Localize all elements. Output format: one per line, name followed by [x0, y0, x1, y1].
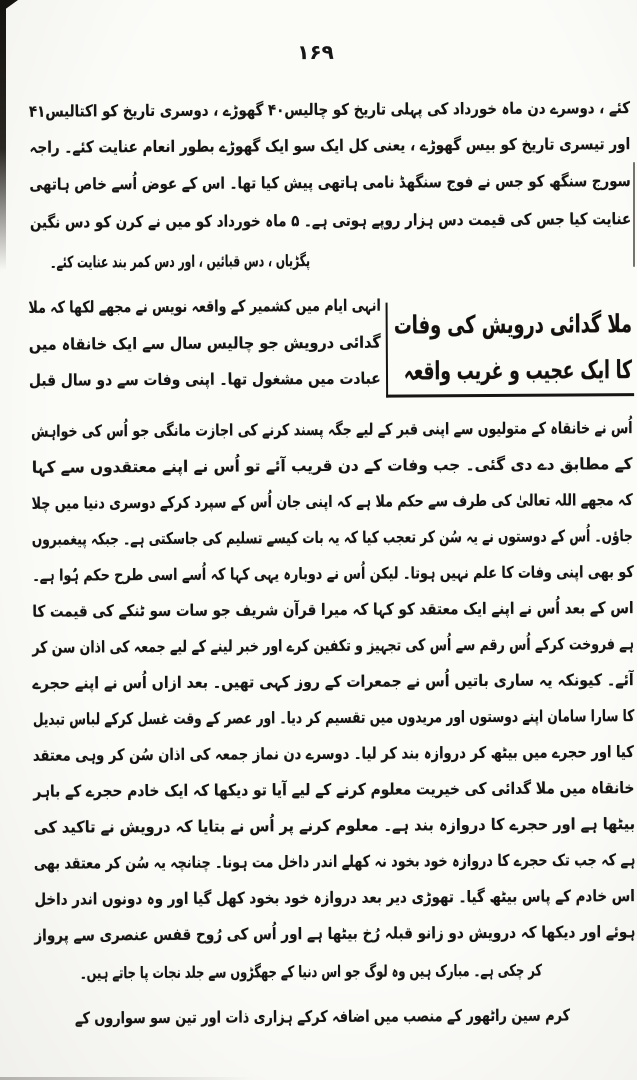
- text-line: گدائی درویش جو چالیس سال سے ایک خانقاہ میں: [28, 332, 381, 354]
- text-line: اس کے بعد اُس نے اپنے ایک معتقد کو کہا کہ میرا قرآن شریف جو سات سو ٹنکے کی قیمت کا: [32, 598, 634, 621]
- text-line: پگڑیاں ، دس قبائیں ، اور دس کمر بند عنایت کئے۔: [50, 251, 311, 272]
- side-heading-line-2: کا ایک عجیب و غریب واقعہ: [403, 355, 633, 386]
- text-line: سورج سنگھ کو جس نے فوج سنگھڈ نامی ہاتھی پیش کیا تھا۔ اس کے عوض اُسے خاص ہاتھی: [29, 171, 631, 194]
- text-line: کہ مجھے اللہ تعالیٰ کی طرف سے حکم ملا ہے کہ اپنی جان اُس کے سپرد کرکے دوسری دنیا میں چلا: [31, 490, 633, 513]
- side-heading-line-1: ملا گدائی درویش کی وفات: [393, 309, 632, 340]
- text-line: بیٹھا ہے اور حجرے کا دروازہ بند ہے۔ معلوم کرنے پر اُس نے بتایا کہ درویش نے تاکید کی: [33, 814, 635, 837]
- text-line: اُس نے خانقاہ کے متولیوں سے اپنی قبر کے لیے جگہ پسند کرنے کی اجازت مانگی جو اُس کی خواہش: [30, 418, 633, 441]
- text-line: اس خادم کے پاس بیٹھ گیا۔ تھوڑی دیر بعد دروازہ خود بخود کھل گیا اور وہ دونوں اندر داخل: [34, 886, 636, 909]
- text-line: کر چکی ہے۔ مبارک ہیں وہ لوگ جو اس دنیا کے جھگڑوں سے جلد نجات پا جاتے ہیں۔: [79, 960, 542, 983]
- text-line: کیا اور حجرے میں بیٹھ کر دروازہ بند کر لیا۔ دوسرے دن نماز جمعہ کی اذان سُن کر وہی معتقد: [33, 742, 635, 765]
- text-line: ہے کہ جب تک حجرے کا دروازہ خود بخود نہ کھلے اندر داخل مت ہونا۔ چنانچہ یہ سُن کر معتقد بھی: [33, 850, 636, 873]
- text-line: خانقاہ میں ملا گدائی کی خیریت معلوم کرنے کے لیے آیا تو دیکھا کہ ایک خادم حجرے کے باہر: [33, 778, 635, 801]
- text-line: ہے فروخت کرکے اُس رقم سے اُس کی تجہیز و تکفین کرے اور خبر لینے کے لیے جمعہ کی اذان سن کر: [32, 634, 634, 657]
- text-line: انہی ایام میں کشمیر کے واقعہ نویس نے مجھے لکھا کہ ملا: [28, 295, 381, 317]
- text-line: کرم سین راٹھور کے منصب میں اضافہ کرکے ہزاری ذات اور تین سو سواروں کے: [74, 1005, 570, 1028]
- text-line: کو بھی اپنی وفات کا علم نہیں ہوتا۔ لیکن اُس نے دوبارہ یہی کہا کہ اُسے اسی طرح حکم ہُوا ہے۔: [31, 562, 634, 585]
- text-line: کئے ، دوسرے دن ماہ خورداد کی پہلی تاریخ کو چالیس۴۰ گھوڑے ، دوسری تاریخ کو اکتالیس۴۱: [29, 98, 631, 121]
- text-line: ہوئے اور دیکھا کہ درویش دو زانو قبلہ رُخ بیٹھا ہے اور اُس کی رُوح قفس عنصری سے پرواز: [34, 922, 636, 945]
- page-number: ۱۶۹: [297, 39, 334, 65]
- text-line: اور تیسری تاریخ کو بیس گھوڑے ، یعنی کل ایک سو ایک گھوڑے بطور انعام عنایت کئے۔ راجہ: [29, 134, 631, 157]
- text-line: کے مطابق دے دی گئی۔ جب وفات کے دن قریب آئے تو اُس نے اپنے معتقدوں سے کہا: [31, 454, 633, 477]
- side-heading-box: [386, 301, 635, 398]
- text-line: کا سارا سامان اپنے دوستوں اور مریدوں میں تقسیم کر دیا۔ اور عصر کے وقت غسل کرکے لباس تبدیل: [32, 706, 635, 729]
- text-line: عبادت میں مشغول تھا۔ اپنی وفات سے دو سال قبل: [29, 368, 382, 390]
- text-line: جاؤں۔ اُس کے دوستوں نے یہ سُن کر تعجب کیا کہ یہ بات کیسے تسلیم کی جاسکتی ہے۔ جبکہ پیغمبروں: [31, 526, 634, 549]
- text-line: عنایت کیا جس کی قیمت دس ہزار روپے ہوتی ہے۔ ۵ ماہ خورداد کو میں نے کرن کو دس نگین: [29, 209, 632, 232]
- text-line: آئے۔ کیونکہ یہ ساری باتیں اُس نے جمعرات کے روز کہی تھیں۔ بعد ازاں اُس نے اپنے حجرے: [32, 670, 634, 693]
